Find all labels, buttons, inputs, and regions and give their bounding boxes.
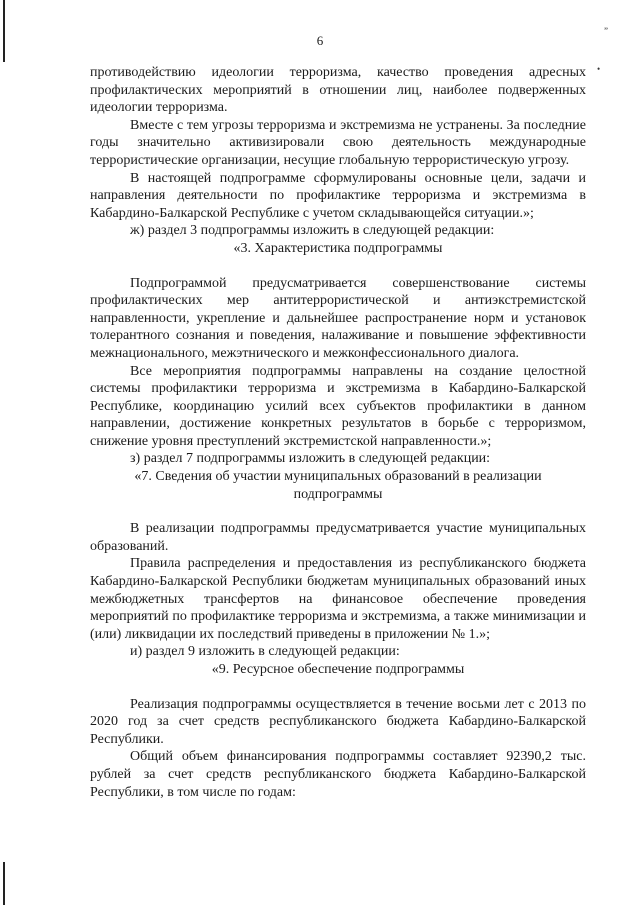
section-heading: «3. Характеристика подпрограммы bbox=[233, 240, 443, 256]
paragraph: Реализация подпрограммы осуществляется в течение восьми лет с 2013 по 2020 год за счет средств республиканского бюджета Кабардино-Балкарской Республики. bbox=[90, 696, 586, 747]
paragraph: Вместе с тем угрозы терроризма и экстремизма не устранены. За последние годы значительно активизировали свою деятельность международные террористические организации, несущие глобальную террористическую угрозу. bbox=[90, 117, 586, 168]
page-number: 6 bbox=[316, 33, 324, 48]
amendment-instruction: и) раздел 9 изложить в следующей редакции: bbox=[130, 644, 400, 660]
scan-speck-mark: ” bbox=[604, 26, 608, 36]
paragraph: Общий объем финансирования подпрограммы составляет 92390,2 тыс. рублей за счет средств республиканского бюджета Кабардино-Балкарской Республики, в том числе по годам: bbox=[90, 749, 586, 800]
paragraph: В настоящей подпрограмме сформулированы основные цели, задачи и направления деятельности по профилактике терроризма и экстремизма в Кабардино-Балкарской Республике с учетом складывающейся ситуации.»; bbox=[90, 170, 586, 221]
paragraph: противодействию идеологии терроризма, качество проведения адресных профилактических мероприятий в отношении лиц, наиболее подверженных идеологии терроризма. bbox=[90, 65, 586, 116]
section-heading: «9. Ресурсное обеспечение подпрограммы bbox=[211, 662, 465, 677]
scan-edge-line-top bbox=[3, 0, 5, 62]
scan-edge-line-bottom bbox=[3, 862, 5, 905]
section-heading: «7. Сведения об участии муниципальных образований в реализации подпрограммы bbox=[134, 469, 542, 502]
document-body bbox=[90, 64, 586, 801]
paragraph: Подпрограммой предусматривается совершенствование системы профилактических мер антитеррористической и антиэкстремистской направленности, укрепление и дальнейшее распространение норм и установок толерантного сознания и поведения, налаживание и повышение эффективности межнационального, межэтнического и межконфессионального диалога. bbox=[90, 275, 586, 361]
paragraph: Правила распределения и предоставления из республиканского бюджета Кабардино-Балкарской Республики бюджетам муниципальных образований иных межбюджетных трансфертов на финансовое обеспечение проведения мероприятий по профилактике терроризма и экстремизма, а также минимизации и (или) ликвидации их последствий приведены в приложении № 1.»; bbox=[90, 556, 586, 642]
amendment-instruction: з) раздел 7 подпрограммы изложить в следующей редакции: bbox=[130, 451, 491, 467]
paragraph: Все мероприятия подпрограммы направлены на создание целостной системы профилактики терроризма и экстремизма в Кабардино-Балкарской Республике, координацию усилий всех субъектов профилактики в данном направлении, достижение конкретных результатов в борьбе с терроризмом, снижение уровня преступлений экстремистской направленности.»; bbox=[90, 363, 586, 449]
scan-speck-mark: • bbox=[597, 64, 601, 74]
paragraph: В реализации подпрограммы предусматривается участие муниципальных образований. bbox=[90, 521, 586, 554]
amendment-instruction: ж) раздел 3 подпрограммы изложить в следующей редакции: bbox=[130, 223, 495, 239]
